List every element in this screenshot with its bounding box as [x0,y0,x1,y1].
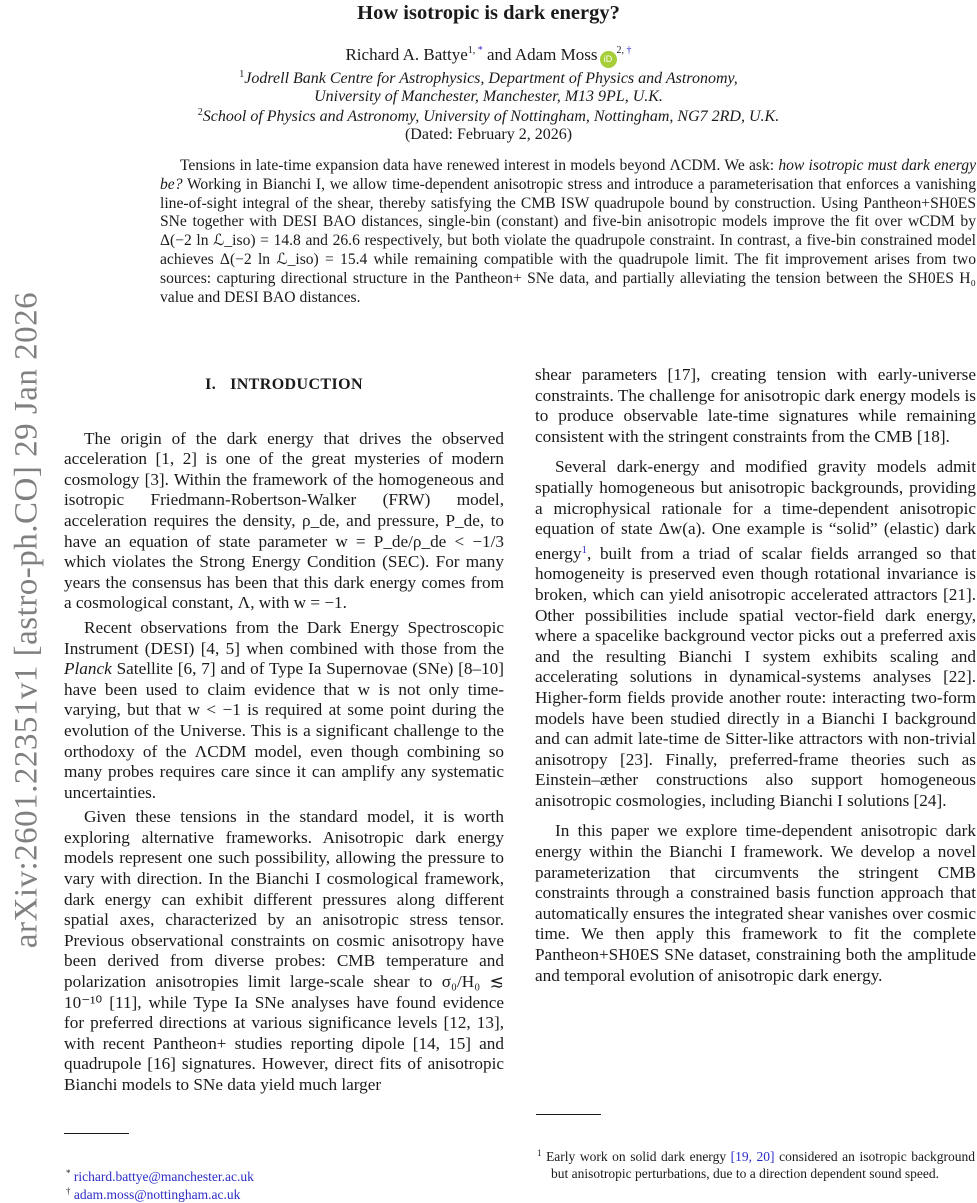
affiliation-1-line2 [0,88,977,106]
affiliation-text: School of Physics and Astronomy, University of Nottingham, Nottingham, NG7 2RD, U.K. [202,108,780,125]
paragraph: Recent observations from the Dark Energy Spectroscopic Instrument (DESI) [4, 5] when combined with those from the Planck Satellite [6, 7] and of Type Ia Supernovae (SNe) [8–10] have been used to claim evidence that w is not only time-varying, but that w < −1 is required at some point during the evolution of the Universe. This is a significant challenge to the orthodoxy of the ΛCDM model, even though combining so many probes requires care since it can amplify any systematic uncertainties. [64,617,504,802]
left-column [64,375,504,1100]
footnote-mark: † [66,1186,71,1196]
paragraph: The origin of the dark energy that drives the observed acceleration [1, 2] is one of the great mysteries of modern cosmology [3]. Within the framework of the homogeneous and isotropic Friedmann-Robertson-Walker (FRW) model, acceleration requires the density, ρ_de, and pressure, P_de, to have an equation of state parameter w = P_de/ρ_de < −1/3 which violates the Strong Energy Condition (SEC). For many years the consensus has been that this dark energy comes from a cosmological constant, Λ, with w = −1. [64,428,504,613]
footnote-email-1 [66,1165,254,1185]
footnote-mark: * [66,1168,71,1178]
paper-title: How isotropic is dark energy? [357,2,620,24]
affiliation-text: University of Manchester, Manchester, M13 9PL, U.K. [314,88,663,105]
footnote-ref[interactable]: 1 [581,543,587,556]
section-number: I. [205,376,217,393]
email-link[interactable]: adam.moss@nottingham.ac.uk [73,1187,241,1202]
author-line [0,45,977,68]
paragraph: Several dark-energy and modified gravity models admit spatially homogeneous but anisotropic backgrounds, providing a microphysical rationale for a time-dependent anisotropic equation of state Δw(a). One example is “solid” (elastic) dark energy$^1$, built from a triad of scalar fields arranged so that homogeneity is preserved even though rotational invariance is broken, which can yield anisotropic accelerated attractors [21]. Other possibilities include spatial vector-field dark energy, where a spacelike background vector picks out a preferred axis and the resulting Bianchi I system exhibits scaling and accelerating solutions in dynamical-systems analyses [22]. Higher-form fields provide another route: interacting two-form models have been studied directly in a Bianchi I background and can admit late-time de Sitter-like attractors with non-trivial anisotropy [23]. Finally, preferred-frame theories such as Einstein–æther constructions also support homogeneous anisotropic cosmologies, including Bianchi I solutions [24]. [535,457,976,810]
footnote-link[interactable]: * [477,45,483,56]
email-link[interactable]: richard.battye@manchester.ac.uk [73,1169,254,1184]
affiliation-2 [0,107,977,126]
footnote-link[interactable]: † [626,45,632,56]
abstract-text: Working in Bianchi I, we allow time-dependent anisotropic stress and introduce a parameterisation that enforces a vanishing line-of-sight integral of the shear, thereby satisfying the CMB ISW quadrupole bound by construction. Using Pantheon+SH0ES SNe together with DESI BAO distances, single-bin (constant) and five-bin anisotropic models improve the fit over wCDM by Δ(−2 ln ℒ_iso) = 14.8 and 26.6 respectively, but both violate the quadrupole constraint. In contrast, a five-bin constrained model achieves Δ(−2 ln ℒ_iso) = 15.4 while remaining compatible with the quadrupole limit. The fit improvement arises from two sources: capturing directional structure in the Pantheon+ SNe data, and partially alleviating the tension between the SH0ES H₀ value and DESI BAO distances. [160,175,976,306]
orcid-icon[interactable]: iD [600,51,617,68]
footnote-email-2 [66,1183,240,1203]
paragraph: shear parameters [17], creating tension with early-universe constraints. The challenge for anisotropic dark energy models is to produce observable late-time signatures while remaining consistent with the stringent constraints from the CMB [18]. [535,365,976,446]
affiliation-1 [0,69,977,88]
author-name: Richard A. Battye [345,45,468,64]
affiliation-mark: 1 [239,69,245,80]
abstract [160,157,976,307]
arxiv-stamp [2,291,52,949]
affiliation-mark: 2, † [616,45,632,56]
right-column [535,365,976,990]
section-heading [64,375,504,396]
author-joiner: and [487,45,512,64]
section-title: INTRODUCTION [230,376,363,393]
date-line: (Dated: February 2, 2026) [404,126,573,143]
abstract-question: how isotropic must dark energy be? [160,157,976,193]
arxiv-identifier: arXiv:2601.22351v1 [astro-ph.CO] 29 Jan 2026 [8,291,45,949]
author-name: Adam Moss [514,45,598,64]
planck-italic: Planck [64,659,112,679]
affiliation-mark: 2 [197,107,203,118]
footnote-rule [64,1133,129,1134]
footnote-rule [536,1114,601,1115]
citation-link[interactable]: [19, 20] [730,1149,775,1164]
abstract-text: Tensions in late-time expansion data have renewed interest in models beyond ΛCDM. We ask: [180,157,779,174]
affiliation-text: Jodrell Bank Centre for Astrophysics, Department of Physics and Astronomy, [244,70,738,87]
affiliation-mark: 1, * [467,45,483,56]
paragraph: Given these tensions in the standard model, it is worth exploring alternative frameworks. Anisotropic dark energy models represent one such possibility, allowing the pressure to vary with direction. In the Bianchi I cosmological framework, dark energy can exhibit different pressures along different spatial axes, characterized by an anisotropic stress tensor. Previous observational constraints on cosmic anisotropy have been derived from diverse probes: CMB temperature and polarization anisotropies limit large-scale shear to σ₀/H₀ ≲ 10⁻¹⁰ [11], while Type Ia SNe analyses have found evidence for preferred directions at various significance levels [12, 13], with recent Pantheon+ studies reporting dipole [14, 15] and quadrupole [16] signatures. However, direct fits of anisotropic Bianchi models to SNe data yield much larger [64,807,504,1094]
footnote-1: $^1$ Early work on solid dark energy [19, 20] considered an isotropic background but anisotropic perturbations, due to a direction dependent sound speed. [537,1148,975,1181]
paragraph: In this paper we explore time-dependent anisotropic dark energy within the Bianchi I framework. We develop a novel parameterization that circumvents the stringent CMB constraints through a constrained basis function approach that automatically ensures the integrated shear vanishes over cosmic time. We then apply this framework to fit the complete Pantheon+SH0ES SNe dataset, constraining both the amplitude and temporal evolution of anisotropic dark energy. [535,821,976,985]
footnote-mark: 1 [537,1148,542,1158]
